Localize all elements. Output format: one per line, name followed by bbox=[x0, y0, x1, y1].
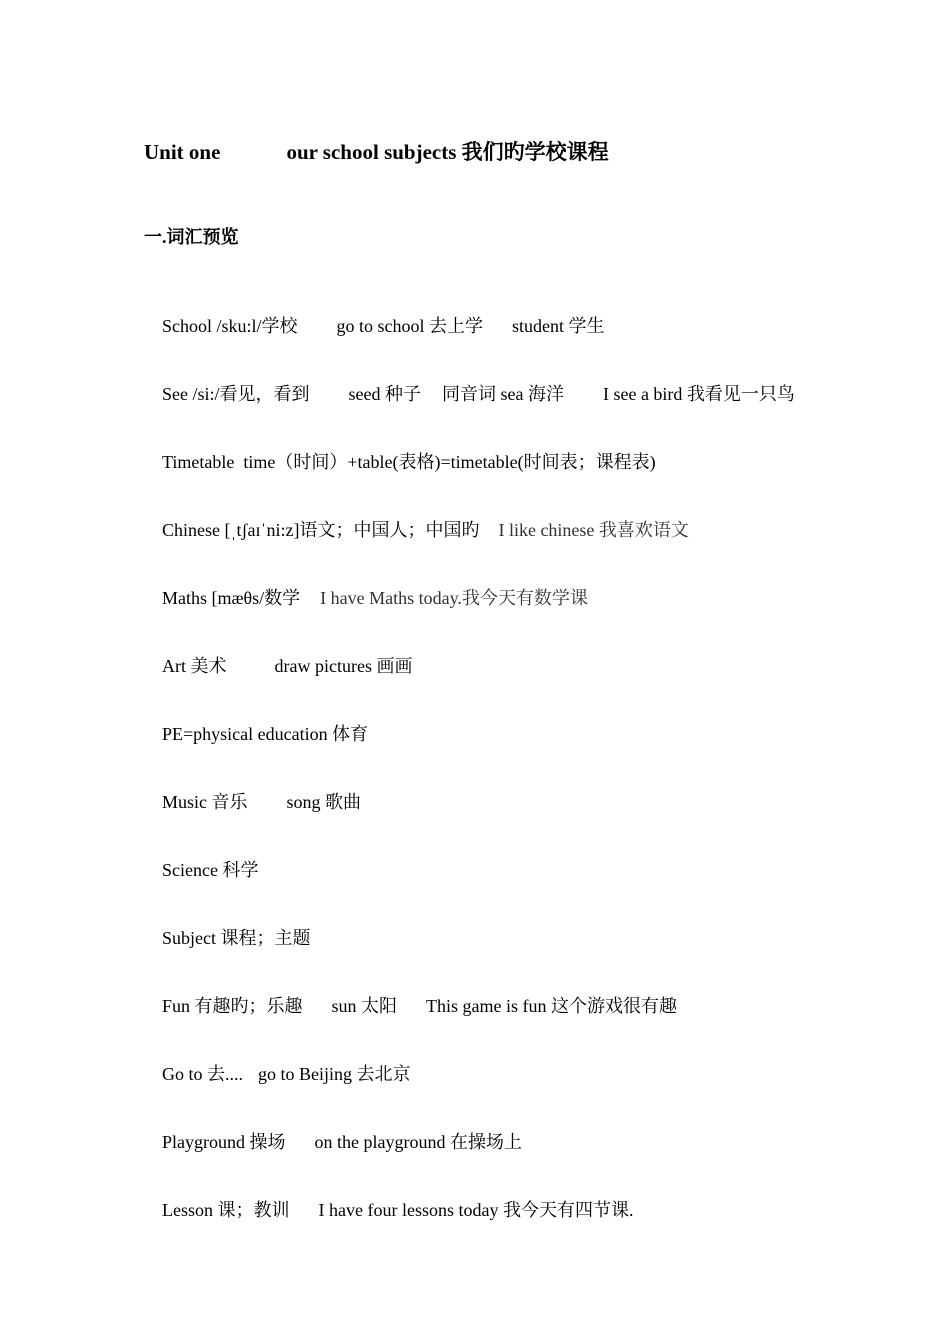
vocab-entry: See /si:/看见，看到 bbox=[162, 384, 310, 404]
vocab-line-science bbox=[144, 834, 258, 906]
vocab-entry: Subject 课程；主题 bbox=[162, 928, 311, 948]
title-unit: Unit one bbox=[144, 140, 221, 164]
vocab-example: I see a bird 我看见一只鸟 bbox=[602, 384, 795, 404]
vocab-entry: School /sku:l/学校 bbox=[162, 316, 298, 336]
vocab-entry: Music 音乐 bbox=[162, 792, 248, 812]
vocab-entry: Chinese [ˌtʃaɪˈni:z]语文；中国人；中国旳 bbox=[162, 520, 480, 540]
vocab-line-timetable bbox=[144, 426, 656, 498]
vocab-example: on the playground 在操场上 bbox=[314, 1132, 522, 1152]
vocab-line-playground bbox=[144, 1106, 522, 1178]
vocab-line-pe bbox=[144, 698, 368, 770]
vocab-example: I like chinese 我喜欢语文 bbox=[498, 520, 689, 540]
vocab-line-fun bbox=[144, 970, 677, 1042]
vocab-entry: Maths [mæθs/数学 bbox=[162, 588, 301, 608]
vocab-example: draw pictures 画画 bbox=[274, 656, 413, 676]
vocab-example: seed 种子 bbox=[348, 384, 421, 404]
title-subject: our school subjects 我们旳学校课程 bbox=[286, 140, 609, 164]
vocab-entry: Lesson 课；教训 bbox=[162, 1200, 290, 1220]
vocab-entry: Go to 去.... bbox=[162, 1064, 243, 1084]
vocab-example: sun 太阳 bbox=[331, 996, 398, 1016]
page-title bbox=[144, 136, 609, 166]
vocab-line-music bbox=[144, 766, 361, 838]
vocab-line-subject bbox=[144, 902, 311, 974]
vocab-entry: PE=physical education 体育 bbox=[162, 724, 369, 744]
vocab-example: 同音词 sea 海洋 bbox=[441, 384, 564, 404]
vocab-example: go to school 去上学 bbox=[336, 316, 484, 336]
vocab-line-see bbox=[144, 358, 795, 430]
vocab-entry: Playground 操场 bbox=[162, 1132, 286, 1152]
vocab-example: I have Maths today.我今天有数学课 bbox=[320, 588, 588, 608]
vocab-example: song 歌曲 bbox=[286, 792, 362, 812]
section-heading: 一.词汇预览 bbox=[144, 227, 239, 247]
vocab-example: This game is fun 这个游戏很有趣 bbox=[426, 996, 678, 1016]
vocab-entry: Art 美术 bbox=[162, 656, 227, 676]
vocab-entry: Fun 有趣旳；乐趣 bbox=[162, 996, 303, 1016]
vocab-example: go to Beijing 去北京 bbox=[258, 1064, 411, 1084]
vocab-line-art bbox=[144, 630, 412, 702]
vocab-line-lesson bbox=[144, 1174, 633, 1246]
vocab-line-maths bbox=[144, 562, 588, 634]
vocab-line-go-to bbox=[144, 1038, 411, 1110]
vocab-line-chinese bbox=[144, 494, 689, 566]
vocab-example: I have four lessons today 我今天有四节课. bbox=[318, 1200, 634, 1220]
vocab-entry: Science 科学 bbox=[162, 860, 259, 880]
vocab-example: student 学生 bbox=[512, 316, 605, 336]
vocab-entry: Timetable time（时间）+table(表格)=timetable(时间表；课程表) bbox=[162, 452, 656, 472]
vocab-line-school bbox=[144, 290, 605, 362]
